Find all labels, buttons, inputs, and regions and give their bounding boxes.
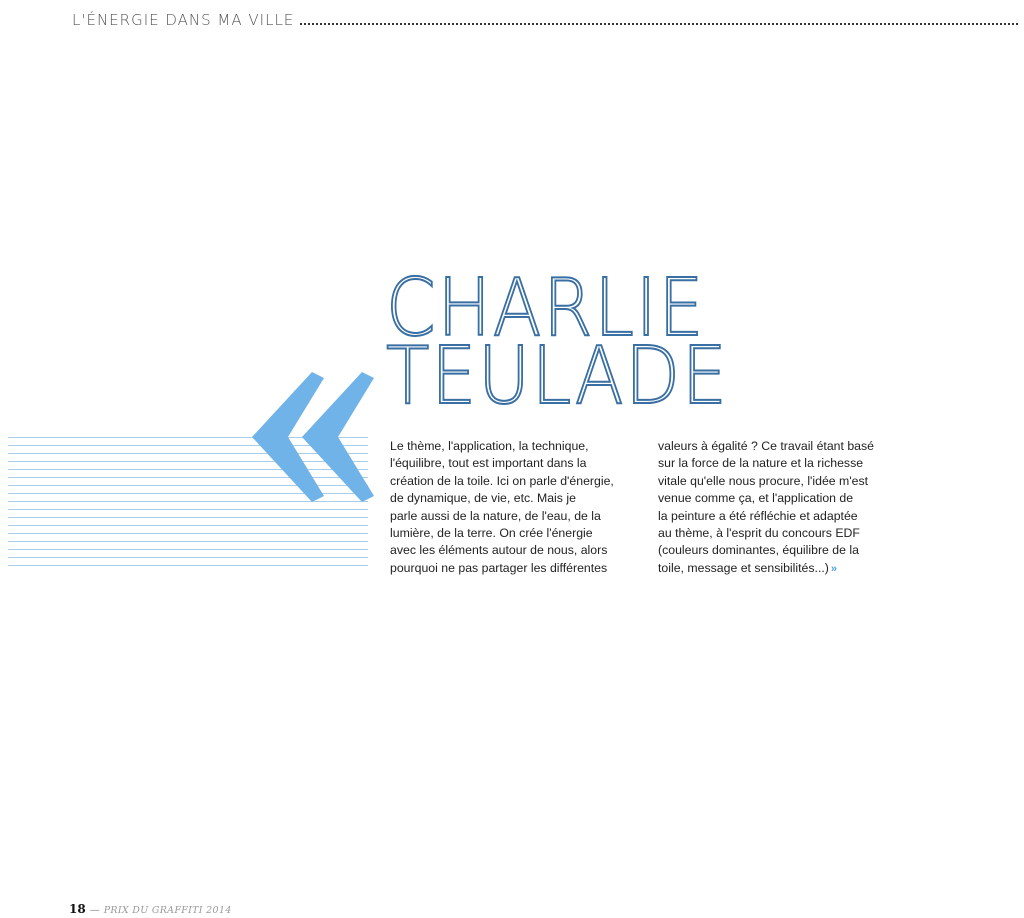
column-1-line: pourquoi ne pas partager les différentes — [390, 560, 608, 575]
continue-arrow-icon: » — [830, 562, 837, 575]
column-1-line: Le thème, l'application, la technique, — [390, 439, 589, 453]
column-2-line: (couleurs dominantes, équilibre de la — [658, 543, 859, 558]
page-number: 18 — [69, 902, 86, 916]
column-2-line: sur la force de la nature et la richesse — [658, 456, 864, 471]
column-1-line: avec les éléments autour de nous, alors — [390, 543, 608, 558]
artist-name — [386, 262, 767, 422]
column-2-line: toile, message et sensibilités...) — [658, 560, 829, 575]
column-1-line: l'équilibre, tout est important dans la — [390, 456, 587, 471]
column-1-line: parle aussi de la nature, de l'eau, de la — [390, 508, 601, 523]
article-column-2 — [658, 438, 918, 578]
column-2-line: vitale qu'elle nous procure, l'idée m'est — [658, 473, 869, 488]
publication-name: PRIX DU GRAFFITI 2014 — [103, 905, 232, 916]
column-1-line: de dynamique, de vie, etc. Mais je — [390, 491, 576, 506]
column-2-last-line — [658, 560, 918, 578]
column-2-line: venue comme ça, et l'application de — [658, 491, 854, 506]
artist-first-name: CHARLIE — [386, 262, 706, 354]
column-2-line: la peinture a été réfléchie et adaptée — [658, 508, 858, 523]
column-1-line: création de la toile. Ici on parle d'énergie, — [390, 473, 614, 488]
column-1-line: lumière, de la terre. On crée l'énergie — [390, 526, 593, 541]
artist-last-name: TEULADE — [386, 330, 729, 422]
column-2-line: valeurs à égalité ? Ce travail étant basé — [658, 439, 875, 453]
open-quote-icon — [250, 372, 376, 502]
header-dotted-rule — [300, 23, 1018, 25]
page-footer — [69, 902, 232, 916]
page-header — [72, 8, 1018, 28]
column-2-line: au thème, à l'esprit du concours EDF — [658, 526, 860, 541]
footer-separator: — — [89, 905, 100, 916]
section-title: L'ÉNERGIE DANS MA VILLE — [72, 11, 295, 29]
article-column-1 — [390, 438, 650, 577]
